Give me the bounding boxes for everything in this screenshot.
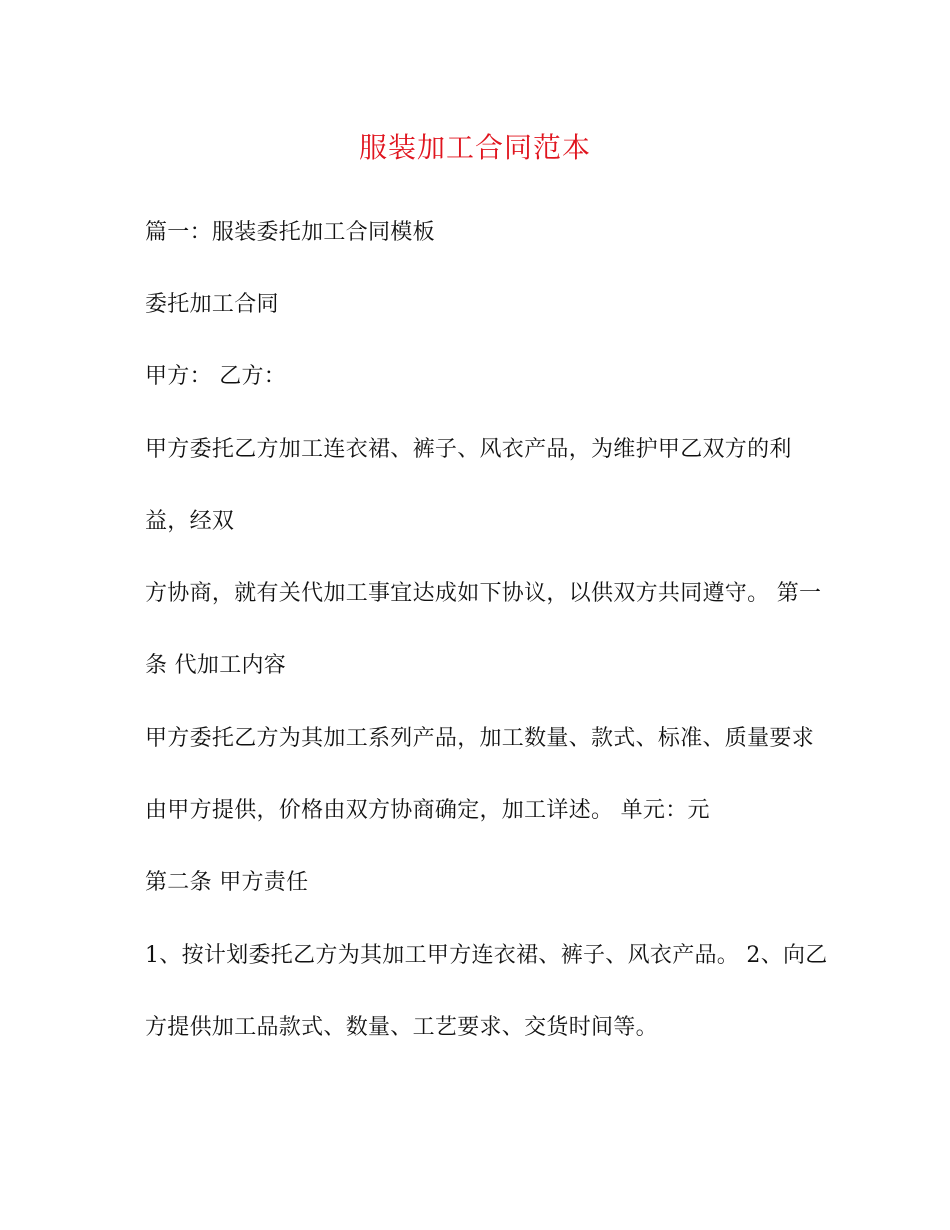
document-title: 服装加工合同范本 [358, 131, 591, 164]
article-one-heading: 条 代加工内容 [145, 653, 287, 678]
paragraph-line: 甲方委托乙方加工连衣裙、裤子、风衣产品，为维护甲乙双方的利 [145, 437, 792, 462]
parties-line: 甲方： 乙方： [145, 364, 287, 389]
paragraph-line: 甲方委托乙方为其加工系列产品，加工数量、款式、标准、质量要求 [145, 726, 815, 751]
section-heading-part-one: 篇一：服装委托加工合同模板 [145, 220, 435, 245]
contract-heading: 委托加工合同 [145, 292, 279, 317]
article-two-heading: 第二条 甲方责任 [145, 870, 309, 895]
paragraph-line: 益，经双 [145, 509, 235, 534]
paragraph-line: 由甲方提供，价格由双方协商确定，加工详述。 单元：元 [145, 798, 710, 823]
paragraph-line: 方提供加工品款式、数量、工艺要求、交货时间等。 [145, 1015, 658, 1040]
paragraph-line: 1、按计划委托乙方为其加工甲方连衣裙、裤子、风衣产品。 2、向乙 [145, 943, 828, 968]
paragraph-line: 方协商，就有关代加工事宜达成如下协议，以供双方共同遵守。 第一 [145, 581, 822, 606]
